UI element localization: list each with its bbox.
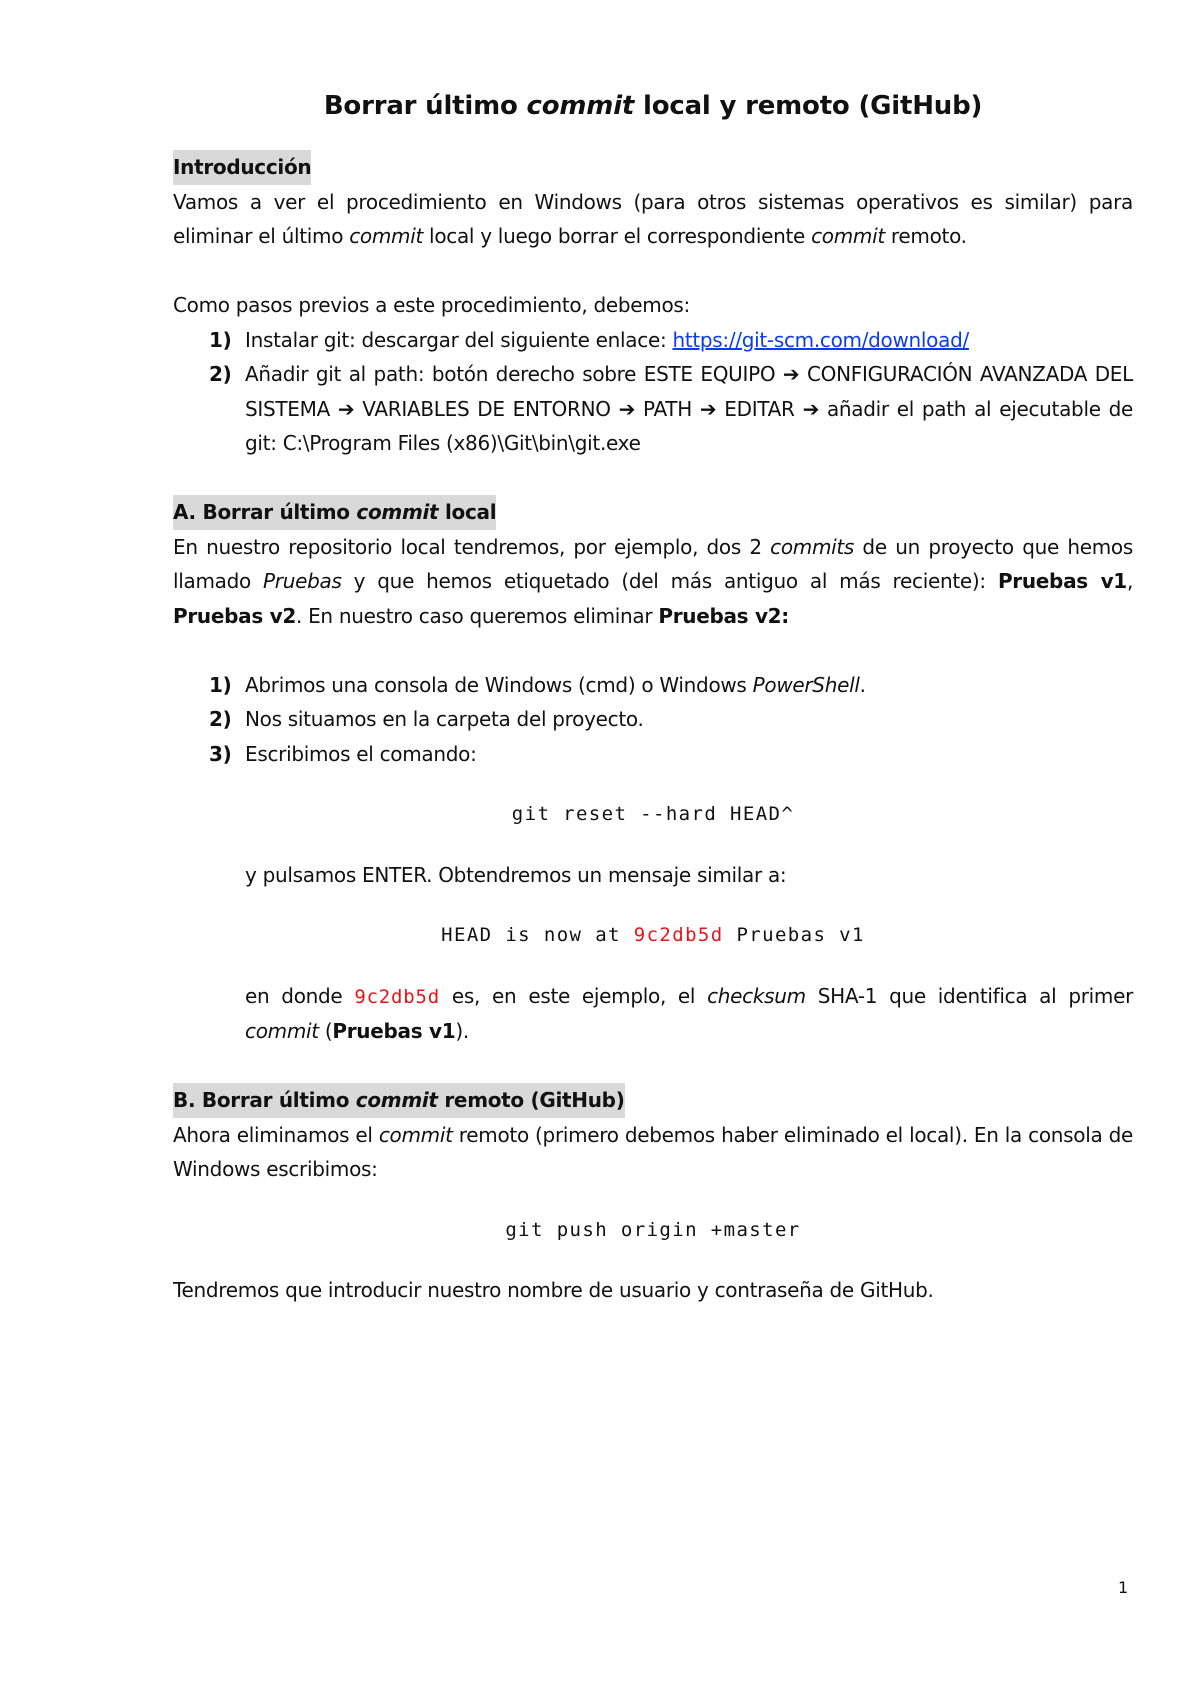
closing-paragraph: Tendremos que introducir nuestro nombre de usuario y contraseña de GitHub. xyxy=(173,1278,934,1302)
section-a-heading-line xyxy=(173,495,1133,530)
section-a-paragraph: En nuestro repositorio local tendremos, por ejemplo, dos 2 commits de un proyecto que hemos llamado Pruebas y que hemos etiquetado (del más antiguo al más reciente): Pruebas v1, Pruebas v2. En nuestro caso queremos eliminar Pruebas v2: xyxy=(173,534,1133,628)
intro-paragraph: Vamos a ver el procedimiento en Windows (para otros sistemas operativos es similar) para eliminar el último commit local y luego borrar el correspondiente commit remoto. xyxy=(173,189,1133,248)
page-title: Borrar último commit local y remoto (GitHub) xyxy=(323,91,983,121)
section-b-heading-line xyxy=(173,1083,1133,1118)
spacer xyxy=(173,633,1133,668)
reset-command: git reset --hard HEAD^ xyxy=(511,803,795,825)
intro-heading: Introducción xyxy=(173,150,311,185)
list-item: 2) Nos situamos en la carpeta del proyecto. xyxy=(209,707,644,731)
intro-heading-line xyxy=(173,150,1133,185)
reset-output: HEAD is now at 9c2db5d Pruebas v1 xyxy=(441,924,865,946)
section-a-heading: A. Borrar último commit local xyxy=(173,495,496,530)
commit-sha: 9c2db5d xyxy=(633,924,724,946)
list-item: 3) Escribimos el comando: xyxy=(209,741,477,766)
document-body xyxy=(173,88,1133,1308)
spacer xyxy=(173,1049,1133,1084)
after-command-text: y pulsamos ENTER. Obtendremos un mensaje similar a: xyxy=(245,862,787,887)
prereq-paragraph: Como pasos previos a este procedimiento, debemos: xyxy=(173,293,690,317)
git-download-link[interactable]: https://git-scm.com/download/ xyxy=(672,327,969,352)
arrow-right-icon: ➔ xyxy=(782,362,800,386)
title-emphasis: commit xyxy=(526,91,635,121)
section-a-steps xyxy=(173,668,1133,772)
list-item: 1) Abrimos una consola de Windows (cmd) o Windows PowerShell. xyxy=(209,672,866,697)
list-item: 2) Añadir git al path: botón derecho sobre ESTE EQUIPO ➔ CONFIGURACIÓN AVANZADA DEL SISTEMA ➔ VARIABLES DE ENTORNO ➔ PATH ➔ EDITAR ➔ añadir el path al ejecutable de git: C:\Program Files (x86)\Git\bin\git.exe xyxy=(209,362,1134,455)
page-number: 1 xyxy=(1118,1578,1129,1597)
prereq-list xyxy=(173,323,1133,461)
arrow-right-icon: ➔ xyxy=(802,396,820,421)
arrow-right-icon: ➔ xyxy=(618,396,636,421)
sha-explanation: en donde 9c2db5d es, en este ejemplo, el checksum SHA-1 que identifica al primer commit (Pruebas v1). xyxy=(245,983,1133,1043)
spacer xyxy=(173,254,1133,289)
spacer xyxy=(173,461,1133,496)
section-b-paragraph: Ahora eliminamos el commit remoto (primero debemos haber eliminado el local). En la consola de Windows escribimos: xyxy=(173,1122,1133,1181)
push-command: git push origin +master xyxy=(505,1218,801,1241)
arrow-right-icon: ➔ xyxy=(337,396,355,421)
commit-sha: 9c2db5d xyxy=(354,985,441,1008)
arrow-right-icon: ➔ xyxy=(699,396,717,421)
list-item: 1) Instalar git: descargar del siguiente enlace: https://git-scm.com/download/ xyxy=(209,327,969,352)
section-b-heading: B. Borrar último commit remoto (GitHub) xyxy=(173,1083,625,1118)
